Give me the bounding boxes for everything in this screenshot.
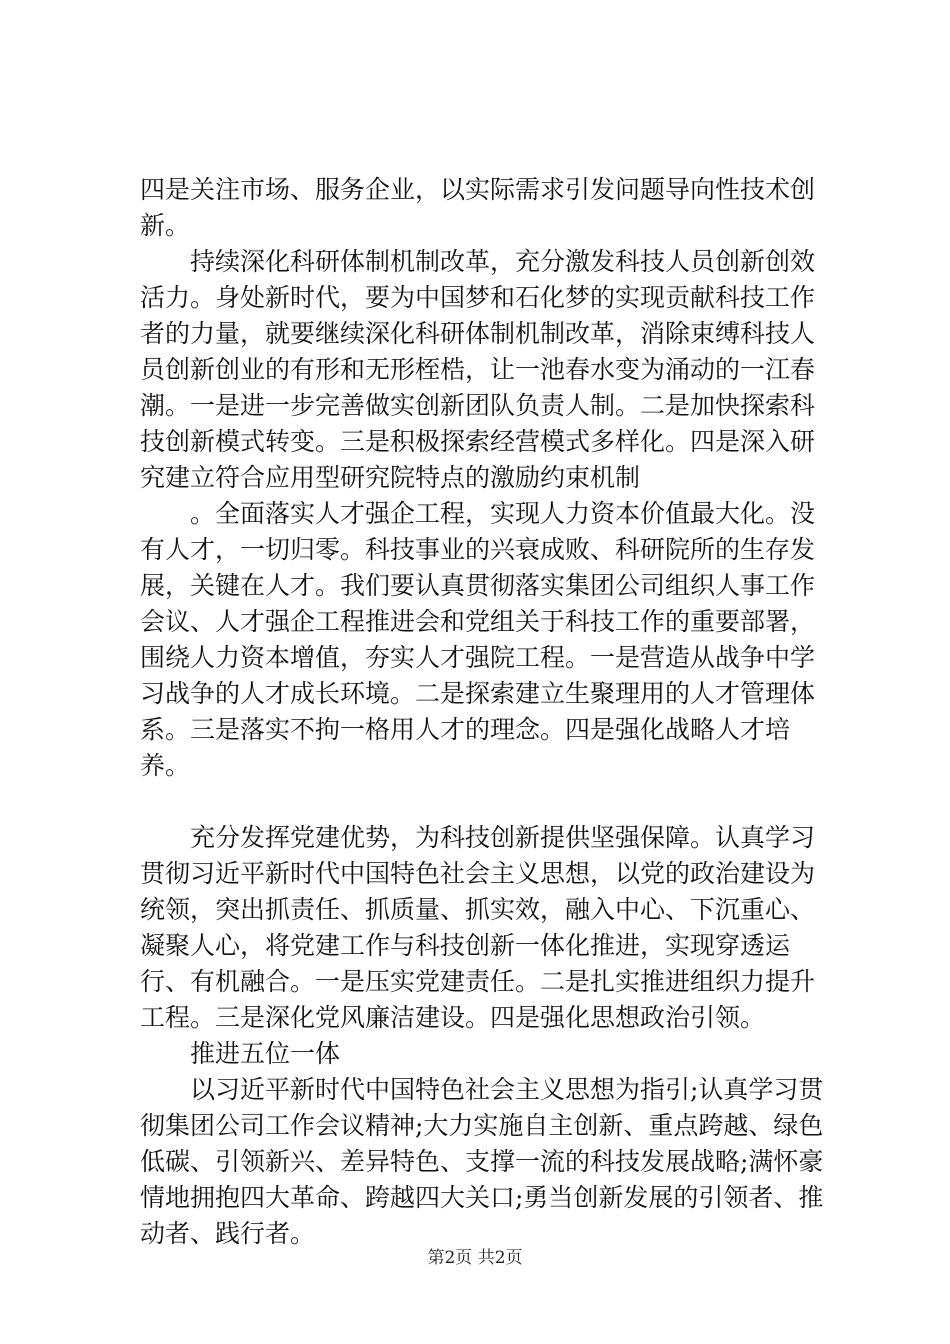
paragraph-market-service: 四是关注市场、服务企业，以实际需求引发问题导向性技术创新。 — [140, 175, 816, 240]
page-number-footer: 第2页 共2页 — [427, 1248, 523, 1268]
paragraph-guiding-thought: 以习近平新时代中国特色社会主义思想为指引;认真学习贯彻集团公司工作会议精神;大力实施自主创新、重点跨越、绿色低碳、引领新兴、差异特色、支撑一流的科技发展战略;满怀豪情地拥抱四大革命、跨越四大关口;勇当创新发展的引领者、推动者、践行者。 — [140, 1075, 824, 1248]
paragraph-talent-project: 。全面落实人才强企工程，实现人力资本价值最大化。没有人才，一切归零。科技事业的兴衰成败、科研院所的生存发展，关键在人才。我们要认真贯彻落实集团公司组织人事工作会议、人才强企工程推进会和党组关于科技工作的重要部署，围绕人力资本增值，夯实人才强院工程。一是营造从战争中学习战争的人才成长环境。二是探索建立生聚理用的人才管理体系。三是落实不拘一格用人才的理念。四是强化战略人才培养。 — [140, 499, 816, 780]
document-body — [140, 172, 830, 1252]
paragraph-five-in-one-heading: 推进五位一体 — [190, 1039, 341, 1068]
paragraph-party-building: 充分发挥党建优势，为科技创新提供坚强保障。认真学习贯彻习近平新时代中国特色社会主义思想，以党的政治建设为统领，突出抓责任、抓质量、抓实效，融入中心、下沉重心、凝聚人心，将党建工作与科技创新一体化推进，实现穿透运行、有机融合。一是压实党建责任。二是扎实推进组织力提升工程。三是深化党风廉洁建设。四是强化思想政治引领。 — [140, 823, 816, 1032]
paragraph-research-reform: 持续深化科研体制机制改革，充分激发科技人员创新创效活力。身处新时代，要为中国梦和石化梦的实现贡献科技工作者的力量，就要继续深化科研体制机制改革，消除束缚科技人员创新创业的有形和无形桎梏，让一池春水变为涌动的一江春潮。一是进一步完善做实创新团队负责人制。二是加快探索科技创新模式转变。三是积极探索经营模式多样化。四是深入研究建立符合应用型研究院特点的激励约束机制 — [140, 247, 816, 492]
